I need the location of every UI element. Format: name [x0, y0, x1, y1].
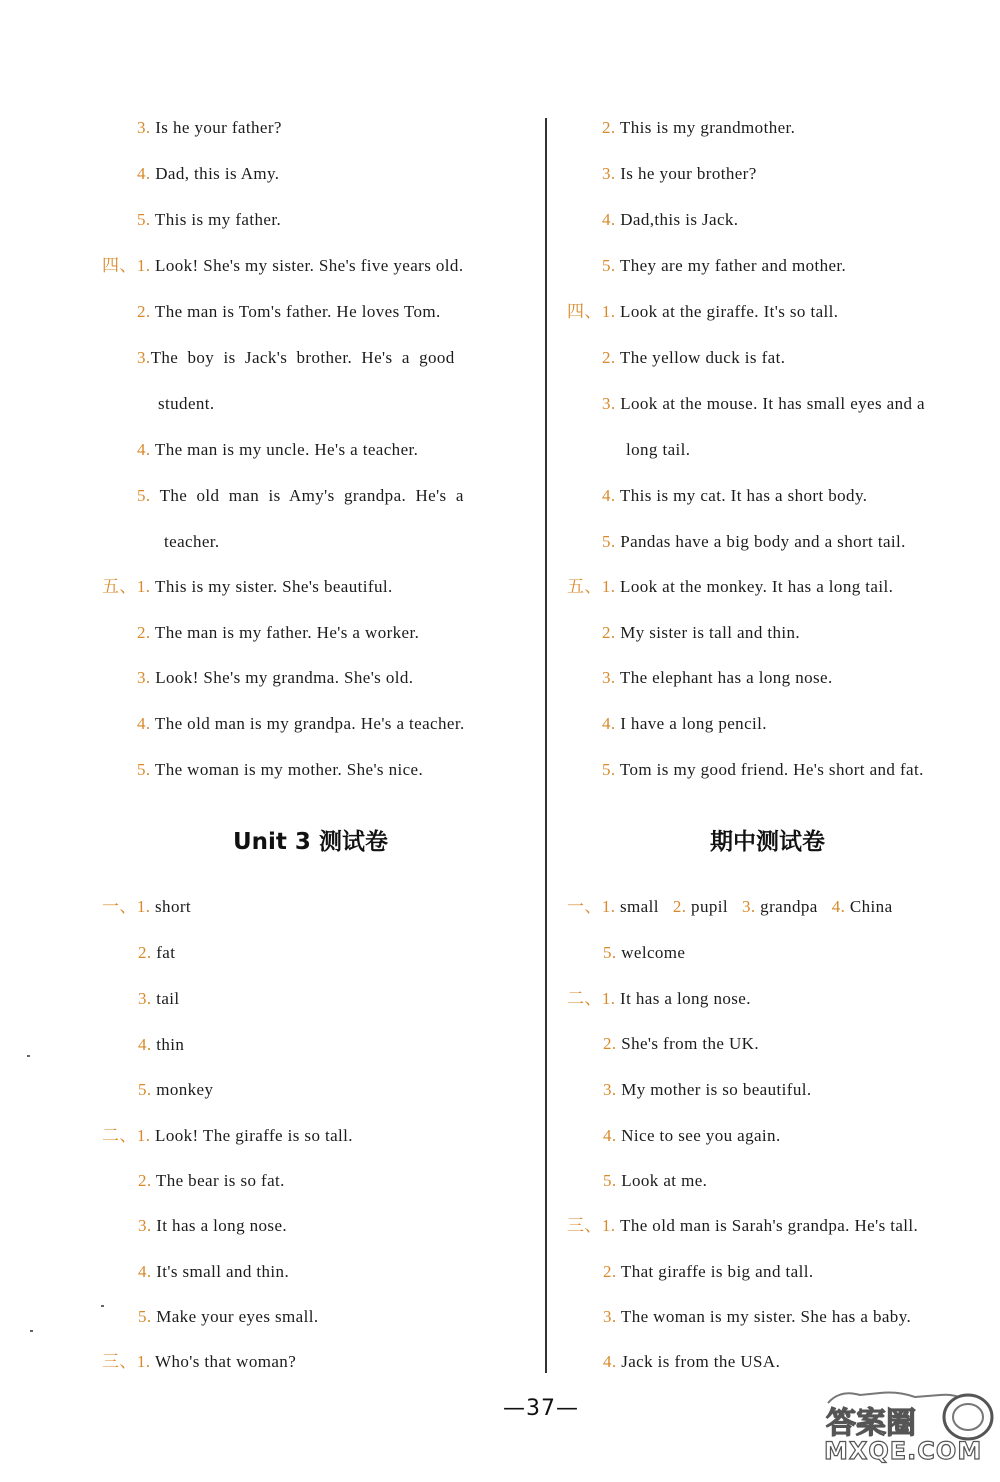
answer-line: 5. Make your eyes small.: [138, 1307, 319, 1326]
answer-line: 2. The bear is so fat.: [138, 1171, 285, 1190]
answer-line: 3. It has a long nose.: [138, 1216, 288, 1235]
answer-line: 2. The man is my father. He's a worker.: [137, 623, 420, 642]
answer-line: 4. thin: [138, 1035, 185, 1054]
answer-line: 2. fat: [138, 943, 176, 962]
answer-line: 一、1. small 2. pupil 3. grandpa 4. China: [567, 897, 893, 916]
answer-line-continued: long tail.: [626, 440, 691, 459]
answer-line: 3.The boy is Jack's brother. He's a good: [137, 348, 455, 367]
answer-line: 5. welcome: [603, 943, 686, 962]
answer-line: 2. My sister is tall and thin.: [602, 623, 801, 642]
answer-line: 3. Look at the mouse. It has small eyes and a: [602, 394, 925, 413]
answer-line: 5. They are my father and mother.: [602, 256, 847, 275]
answer-line: 4. The man is my uncle. He's a teacher.: [137, 440, 419, 459]
answer-line: 五、1. This is my sister. She's beautiful.: [102, 577, 393, 596]
answer-line: 3. Look! She's my grandma. She's old.: [137, 668, 414, 687]
answer-line: 四、1. Look at the giraffe. It's so tall.: [567, 302, 839, 321]
answer-line: 四、1. Look! She's my sister. She's five years old.: [102, 256, 464, 275]
answer-line: 5. monkey: [138, 1080, 214, 1099]
answer-line: 三、1. Who's that woman?: [102, 1352, 297, 1371]
answer-line: 5. The woman is my mother. She's nice.: [137, 760, 424, 779]
answer-line: 4. Dad,this is Jack.: [602, 210, 739, 229]
answer-line: 3. Is he your brother?: [602, 164, 757, 183]
answer-line: 二、1. It has a long nose.: [567, 989, 751, 1008]
answer-line: 4. It's small and thin.: [138, 1262, 290, 1281]
answer-line: 3. Is he your father?: [137, 118, 282, 137]
section-marker: 四、: [102, 256, 137, 275]
answer-line: 二、1. Look! The giraffe is so tall.: [102, 1126, 353, 1145]
answer-line: 2. That giraffe is big and tall.: [603, 1262, 814, 1281]
section-marker: 三、: [102, 1352, 137, 1371]
answer-line: 2. The yellow duck is fat.: [602, 348, 786, 367]
answer-line-continued: student.: [158, 394, 215, 413]
answer-line: 2. This is my grandmother.: [602, 118, 796, 137]
section-marker: 四、: [567, 302, 602, 321]
answer-line: 4. Jack is from the USA.: [603, 1352, 781, 1371]
watermark-bottom-text: MXQE.COM: [824, 1437, 983, 1465]
scan-speck: [101, 1305, 104, 1307]
answer-line: 4. Nice to see you again.: [603, 1126, 781, 1145]
watermark-logo: [820, 1385, 995, 1477]
answer-line: 5. The old man is Amy's grandpa. He's a: [137, 486, 464, 505]
answer-line: 3. The elephant has a long nose.: [602, 668, 833, 687]
section-marker: 三、: [567, 1216, 602, 1235]
column-divider: [545, 118, 547, 1373]
answer-line: 5. Look at me.: [603, 1171, 708, 1190]
answer-line: 3. The woman is my sister. She has a baby.: [603, 1307, 912, 1326]
section-marker: 一、: [567, 897, 602, 916]
answer-line: 4. This is my cat. It has a short body.: [602, 486, 868, 505]
answer-line: 5. Tom is my good friend. He's short and fat.: [602, 760, 924, 779]
answer-line: 5. Pandas have a big body and a short tail.: [602, 532, 906, 551]
section-marker: 五、: [567, 577, 602, 596]
answer-line: 4. The old man is my grandpa. He's a teacher.: [137, 714, 465, 733]
answer-line: 3. My mother is so beautiful.: [603, 1080, 812, 1099]
midterm-heading: 期中测试卷: [710, 829, 825, 855]
section-marker: 一、: [102, 897, 137, 916]
section-marker: 二、: [102, 1126, 137, 1145]
answer-line: 一、1. short: [102, 897, 192, 916]
answer-line: 4. Dad, this is Amy.: [137, 164, 280, 183]
unit3-heading: Unit 3 测试卷: [233, 829, 388, 855]
page-number: —37—: [503, 1396, 579, 1421]
answer-line: 3. tail: [138, 989, 180, 1008]
answer-line: 4. I have a long pencil.: [602, 714, 767, 733]
answer-line: 2. The man is Tom's father. He loves Tom.: [137, 302, 441, 321]
watermark-badge-icon: [820, 1385, 995, 1445]
answer-line: 2. She's from the UK.: [603, 1034, 759, 1053]
answer-line: 五、1. Look at the monkey. It has a long tail.: [567, 577, 894, 596]
answer-line: 5. This is my father.: [137, 210, 282, 229]
scan-speck: [27, 1055, 30, 1057]
answer-line-continued: teacher.: [164, 532, 220, 551]
answer-line: 三、1. The old man is Sarah's grandpa. He's tall.: [567, 1216, 919, 1235]
scan-speck: [30, 1330, 33, 1332]
section-marker: 五、: [102, 577, 137, 596]
section-marker: 二、: [567, 989, 602, 1008]
watermark-top-text: 答案圈: [826, 1406, 916, 1441]
